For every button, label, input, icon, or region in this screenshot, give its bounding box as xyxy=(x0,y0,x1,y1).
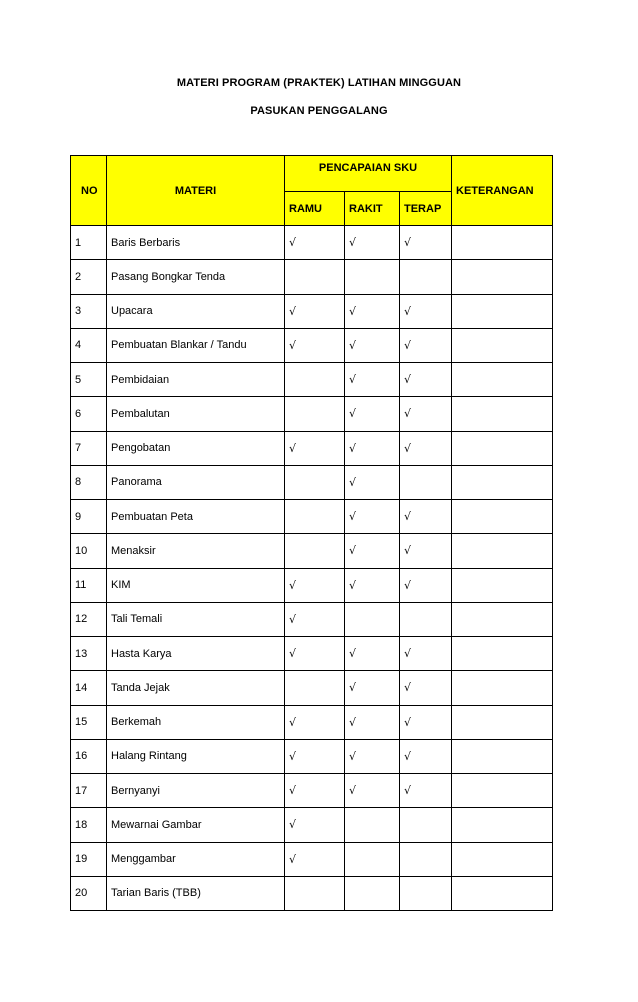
cell-ramu-check: √ xyxy=(285,774,345,808)
cell-materi: Menaksir xyxy=(107,534,285,568)
cell-ramu-check xyxy=(285,260,345,294)
cell-keterangan xyxy=(452,534,553,568)
cell-terap-check: √ xyxy=(400,705,452,739)
cell-no: 11 xyxy=(71,568,107,602)
cell-terap-check: √ xyxy=(400,328,452,362)
table-row xyxy=(71,671,553,705)
cell-terap-check xyxy=(400,876,452,910)
cell-rakit-check: √ xyxy=(345,363,400,397)
cell-terap-check: √ xyxy=(400,739,452,773)
cell-no: 7 xyxy=(71,431,107,465)
cell-terap-check xyxy=(400,260,452,294)
cell-ramu-check xyxy=(285,534,345,568)
cell-keterangan xyxy=(452,774,553,808)
cell-ramu-check: √ xyxy=(285,294,345,328)
cell-ramu-check: √ xyxy=(285,637,345,671)
cell-terap-check: √ xyxy=(400,363,452,397)
header-materi: MATERI xyxy=(107,156,285,226)
table-row xyxy=(71,260,553,294)
header-terap: TERAP xyxy=(400,192,452,226)
cell-rakit-check: √ xyxy=(345,705,400,739)
cell-rakit-check: √ xyxy=(345,739,400,773)
cell-rakit-check xyxy=(345,602,400,636)
cell-keterangan xyxy=(452,500,553,534)
cell-ramu-check xyxy=(285,500,345,534)
cell-terap-check: √ xyxy=(400,431,452,465)
cell-no: 20 xyxy=(71,876,107,910)
cell-ramu-check xyxy=(285,363,345,397)
document-subtitle: PASUKAN PENGGALANG xyxy=(250,105,388,117)
cell-rakit-check xyxy=(345,260,400,294)
cell-materi: Halang Rintang xyxy=(107,739,285,773)
cell-materi: Tali Temali xyxy=(107,602,285,636)
cell-materi: Pembuatan Peta xyxy=(107,500,285,534)
cell-terap-check: √ xyxy=(400,226,452,260)
cell-keterangan xyxy=(452,671,553,705)
cell-keterangan xyxy=(452,842,553,876)
cell-terap-check: √ xyxy=(400,397,452,431)
cell-ramu-check: √ xyxy=(285,842,345,876)
cell-no: 19 xyxy=(71,842,107,876)
materi-table xyxy=(70,155,553,911)
cell-keterangan xyxy=(452,328,553,362)
cell-keterangan xyxy=(452,294,553,328)
cell-terap-check: √ xyxy=(400,774,452,808)
cell-no: 5 xyxy=(71,363,107,397)
cell-materi: Pembidaian xyxy=(107,363,285,397)
cell-ramu-check: √ xyxy=(285,705,345,739)
cell-materi: Mewarnai Gambar xyxy=(107,808,285,842)
cell-rakit-check xyxy=(345,808,400,842)
cell-keterangan xyxy=(452,431,553,465)
cell-no: 4 xyxy=(71,328,107,362)
header-ramu: RAMU xyxy=(285,192,345,226)
cell-keterangan xyxy=(452,705,553,739)
cell-rakit-check: √ xyxy=(345,774,400,808)
cell-rakit-check xyxy=(345,842,400,876)
cell-no: 15 xyxy=(71,705,107,739)
cell-rakit-check: √ xyxy=(345,226,400,260)
table-row xyxy=(71,534,553,568)
cell-terap-check xyxy=(400,602,452,636)
cell-materi: Pembuatan Blankar / Tandu xyxy=(107,328,285,362)
cell-no: 17 xyxy=(71,774,107,808)
cell-no: 6 xyxy=(71,397,107,431)
table-row xyxy=(71,739,553,773)
cell-materi: Menggambar xyxy=(107,842,285,876)
cell-rakit-check xyxy=(345,876,400,910)
table-row xyxy=(71,226,553,260)
cell-terap-check xyxy=(400,808,452,842)
cell-terap-check: √ xyxy=(400,637,452,671)
cell-rakit-check: √ xyxy=(345,500,400,534)
cell-keterangan xyxy=(452,876,553,910)
table-row xyxy=(71,568,553,602)
table-row xyxy=(71,397,553,431)
cell-rakit-check: √ xyxy=(345,397,400,431)
cell-ramu-check: √ xyxy=(285,226,345,260)
header-rakit: RAKIT xyxy=(345,192,400,226)
cell-keterangan xyxy=(452,568,553,602)
cell-keterangan xyxy=(452,363,553,397)
cell-keterangan xyxy=(452,739,553,773)
cell-ramu-check: √ xyxy=(285,328,345,362)
header-keterangan: KETERANGAN xyxy=(452,156,553,226)
cell-no: 9 xyxy=(71,500,107,534)
cell-rakit-check: √ xyxy=(345,465,400,499)
cell-no: 1 xyxy=(71,226,107,260)
cell-terap-check: √ xyxy=(400,568,452,602)
cell-no: 13 xyxy=(71,637,107,671)
cell-rakit-check: √ xyxy=(345,568,400,602)
cell-materi: Panorama xyxy=(107,465,285,499)
cell-rakit-check: √ xyxy=(345,534,400,568)
cell-materi: Bernyanyi xyxy=(107,774,285,808)
cell-terap-check: √ xyxy=(400,294,452,328)
cell-ramu-check: √ xyxy=(285,808,345,842)
cell-no: 18 xyxy=(71,808,107,842)
cell-materi: Berkemah xyxy=(107,705,285,739)
table-row xyxy=(71,842,553,876)
cell-ramu-check xyxy=(285,876,345,910)
cell-terap-check: √ xyxy=(400,534,452,568)
cell-rakit-check: √ xyxy=(345,328,400,362)
table-row xyxy=(71,294,553,328)
cell-keterangan xyxy=(452,260,553,294)
document-title: MATERI PROGRAM (PRAKTEK) LATIHAN MINGGUAN xyxy=(176,77,462,89)
cell-ramu-check: √ xyxy=(285,568,345,602)
cell-keterangan xyxy=(452,602,553,636)
table-row xyxy=(71,363,553,397)
header-no: NO xyxy=(71,156,107,226)
table-row xyxy=(71,808,553,842)
cell-ramu-check: √ xyxy=(285,739,345,773)
cell-materi: Pembalutan xyxy=(107,397,285,431)
cell-ramu-check: √ xyxy=(285,602,345,636)
cell-materi: Hasta Karya xyxy=(107,637,285,671)
cell-ramu-check xyxy=(285,465,345,499)
cell-no: 12 xyxy=(71,602,107,636)
cell-keterangan xyxy=(452,465,553,499)
cell-no: 2 xyxy=(71,260,107,294)
cell-no: 16 xyxy=(71,739,107,773)
cell-keterangan xyxy=(452,637,553,671)
header-pencapaian-sku: PENCAPAIAN SKU xyxy=(285,156,452,192)
cell-no: 8 xyxy=(71,465,107,499)
table-row xyxy=(71,774,553,808)
cell-rakit-check: √ xyxy=(345,671,400,705)
table-row xyxy=(71,500,553,534)
cell-materi: Tanda Jejak xyxy=(107,671,285,705)
cell-no: 14 xyxy=(71,671,107,705)
table-row xyxy=(71,602,553,636)
cell-no: 3 xyxy=(71,294,107,328)
cell-ramu-check xyxy=(285,397,345,431)
cell-materi: Tarian Baris (TBB) xyxy=(107,876,285,910)
cell-keterangan xyxy=(452,808,553,842)
cell-terap-check xyxy=(400,842,452,876)
cell-materi: Pengobatan xyxy=(107,431,285,465)
cell-ramu-check xyxy=(285,671,345,705)
cell-keterangan xyxy=(452,226,553,260)
cell-rakit-check: √ xyxy=(345,637,400,671)
cell-materi: KIM xyxy=(107,568,285,602)
cell-rakit-check: √ xyxy=(345,294,400,328)
cell-terap-check: √ xyxy=(400,671,452,705)
cell-materi: Pasang Bongkar Tenda xyxy=(107,260,285,294)
table-row xyxy=(71,705,553,739)
table-row xyxy=(71,328,553,362)
table-row xyxy=(71,876,553,910)
table-row xyxy=(71,637,553,671)
cell-materi: Baris Berbaris xyxy=(107,226,285,260)
cell-materi: Upacara xyxy=(107,294,285,328)
cell-rakit-check: √ xyxy=(345,431,400,465)
table-row xyxy=(71,465,553,499)
cell-ramu-check: √ xyxy=(285,431,345,465)
cell-keterangan xyxy=(452,397,553,431)
table-row xyxy=(71,431,553,465)
cell-terap-check xyxy=(400,465,452,499)
cell-no: 10 xyxy=(71,534,107,568)
cell-terap-check: √ xyxy=(400,500,452,534)
